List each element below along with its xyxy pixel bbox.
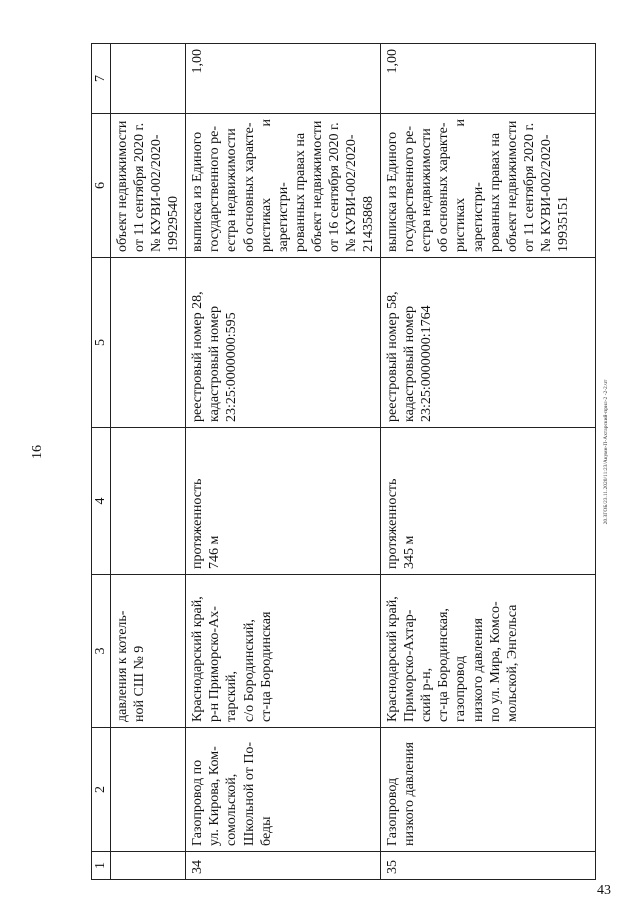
- object-value: 1,00: [186, 44, 381, 114]
- document-footer-stamp: 20.ЗГОБ/23.11.2020/11:23/Акумн-П-Ахтарский-прил-2 -2-2.чт: [603, 379, 609, 525]
- row-number: 34: [186, 852, 381, 880]
- table-row: [111, 44, 186, 880]
- object-characteristics: протяженность 345 м: [381, 428, 596, 575]
- header-col-1: 1: [92, 852, 111, 880]
- table-row: [186, 44, 381, 880]
- basis-document: выписка из Единого государственного ре- естра недвижимости об основных характе- ристиках и зарегистри- рованных правах на объект недвижимости от 11 сентября 2020 г. № КУВИ-002/2020- 19935151: [381, 114, 596, 258]
- object-address: Краснодарский край, р-н Приморско-Ах- тарский, с/о Бородинский, ст-ца Бородинская: [186, 575, 381, 728]
- object-value: 1,00: [381, 44, 596, 114]
- registry-info: реестровый номер 28, кадастровый номер 23:25:0000000:595: [186, 258, 381, 428]
- header-row: [92, 44, 111, 880]
- property-table-wrapper: [91, 44, 589, 880]
- registry-info: реестровый номер 58, кадастровый номер 23:25:0000000:1764: [381, 258, 596, 428]
- object-address: Краснодарский край, Приморско-Ахтар- ский р-н, ст-ца Бородинская, газопровод низкого давления по ул. Мира, Комсо- мольской, Энгельса: [381, 575, 596, 728]
- header-col-3: 3: [92, 575, 111, 728]
- header-col-2: 2: [92, 728, 111, 852]
- row-number: [111, 852, 186, 880]
- header-col-5: 5: [92, 258, 111, 428]
- object-characteristics: протяженность 746 м: [186, 428, 381, 575]
- row-number: 35: [381, 852, 596, 880]
- page-number-bottom: 43: [597, 883, 611, 898]
- property-table: [91, 43, 596, 880]
- object-name: Газопровод по ул. Кирова, Ком- сомольской, Школьной от По- беды: [186, 728, 381, 852]
- registry-info: [111, 258, 186, 428]
- basis-document: выписка из Единого государственного ре- естра недвижимости об основных характе- ристиках и зарегистри- рованных правах на объект недвижимости от 16 сентября 2020 г. № КУВИ-002/2020- 21435868: [186, 114, 381, 258]
- basis-document: объект недвижимости от 11 сентября 2020 г. № КУВИ-002/2020- 19929540: [111, 114, 186, 258]
- table-row: [381, 44, 596, 880]
- object-characteristics: [111, 428, 186, 575]
- object-value: [111, 44, 186, 114]
- object-name: [111, 728, 186, 852]
- page-number-top: 16: [30, 445, 45, 459]
- object-name: Газопровод низкого давления: [381, 728, 596, 852]
- header-col-4: 4: [92, 428, 111, 575]
- header-col-6: 6: [92, 114, 111, 258]
- header-col-7: 7: [92, 44, 111, 114]
- object-address: давления к котель- ной СШ № 9: [111, 575, 186, 728]
